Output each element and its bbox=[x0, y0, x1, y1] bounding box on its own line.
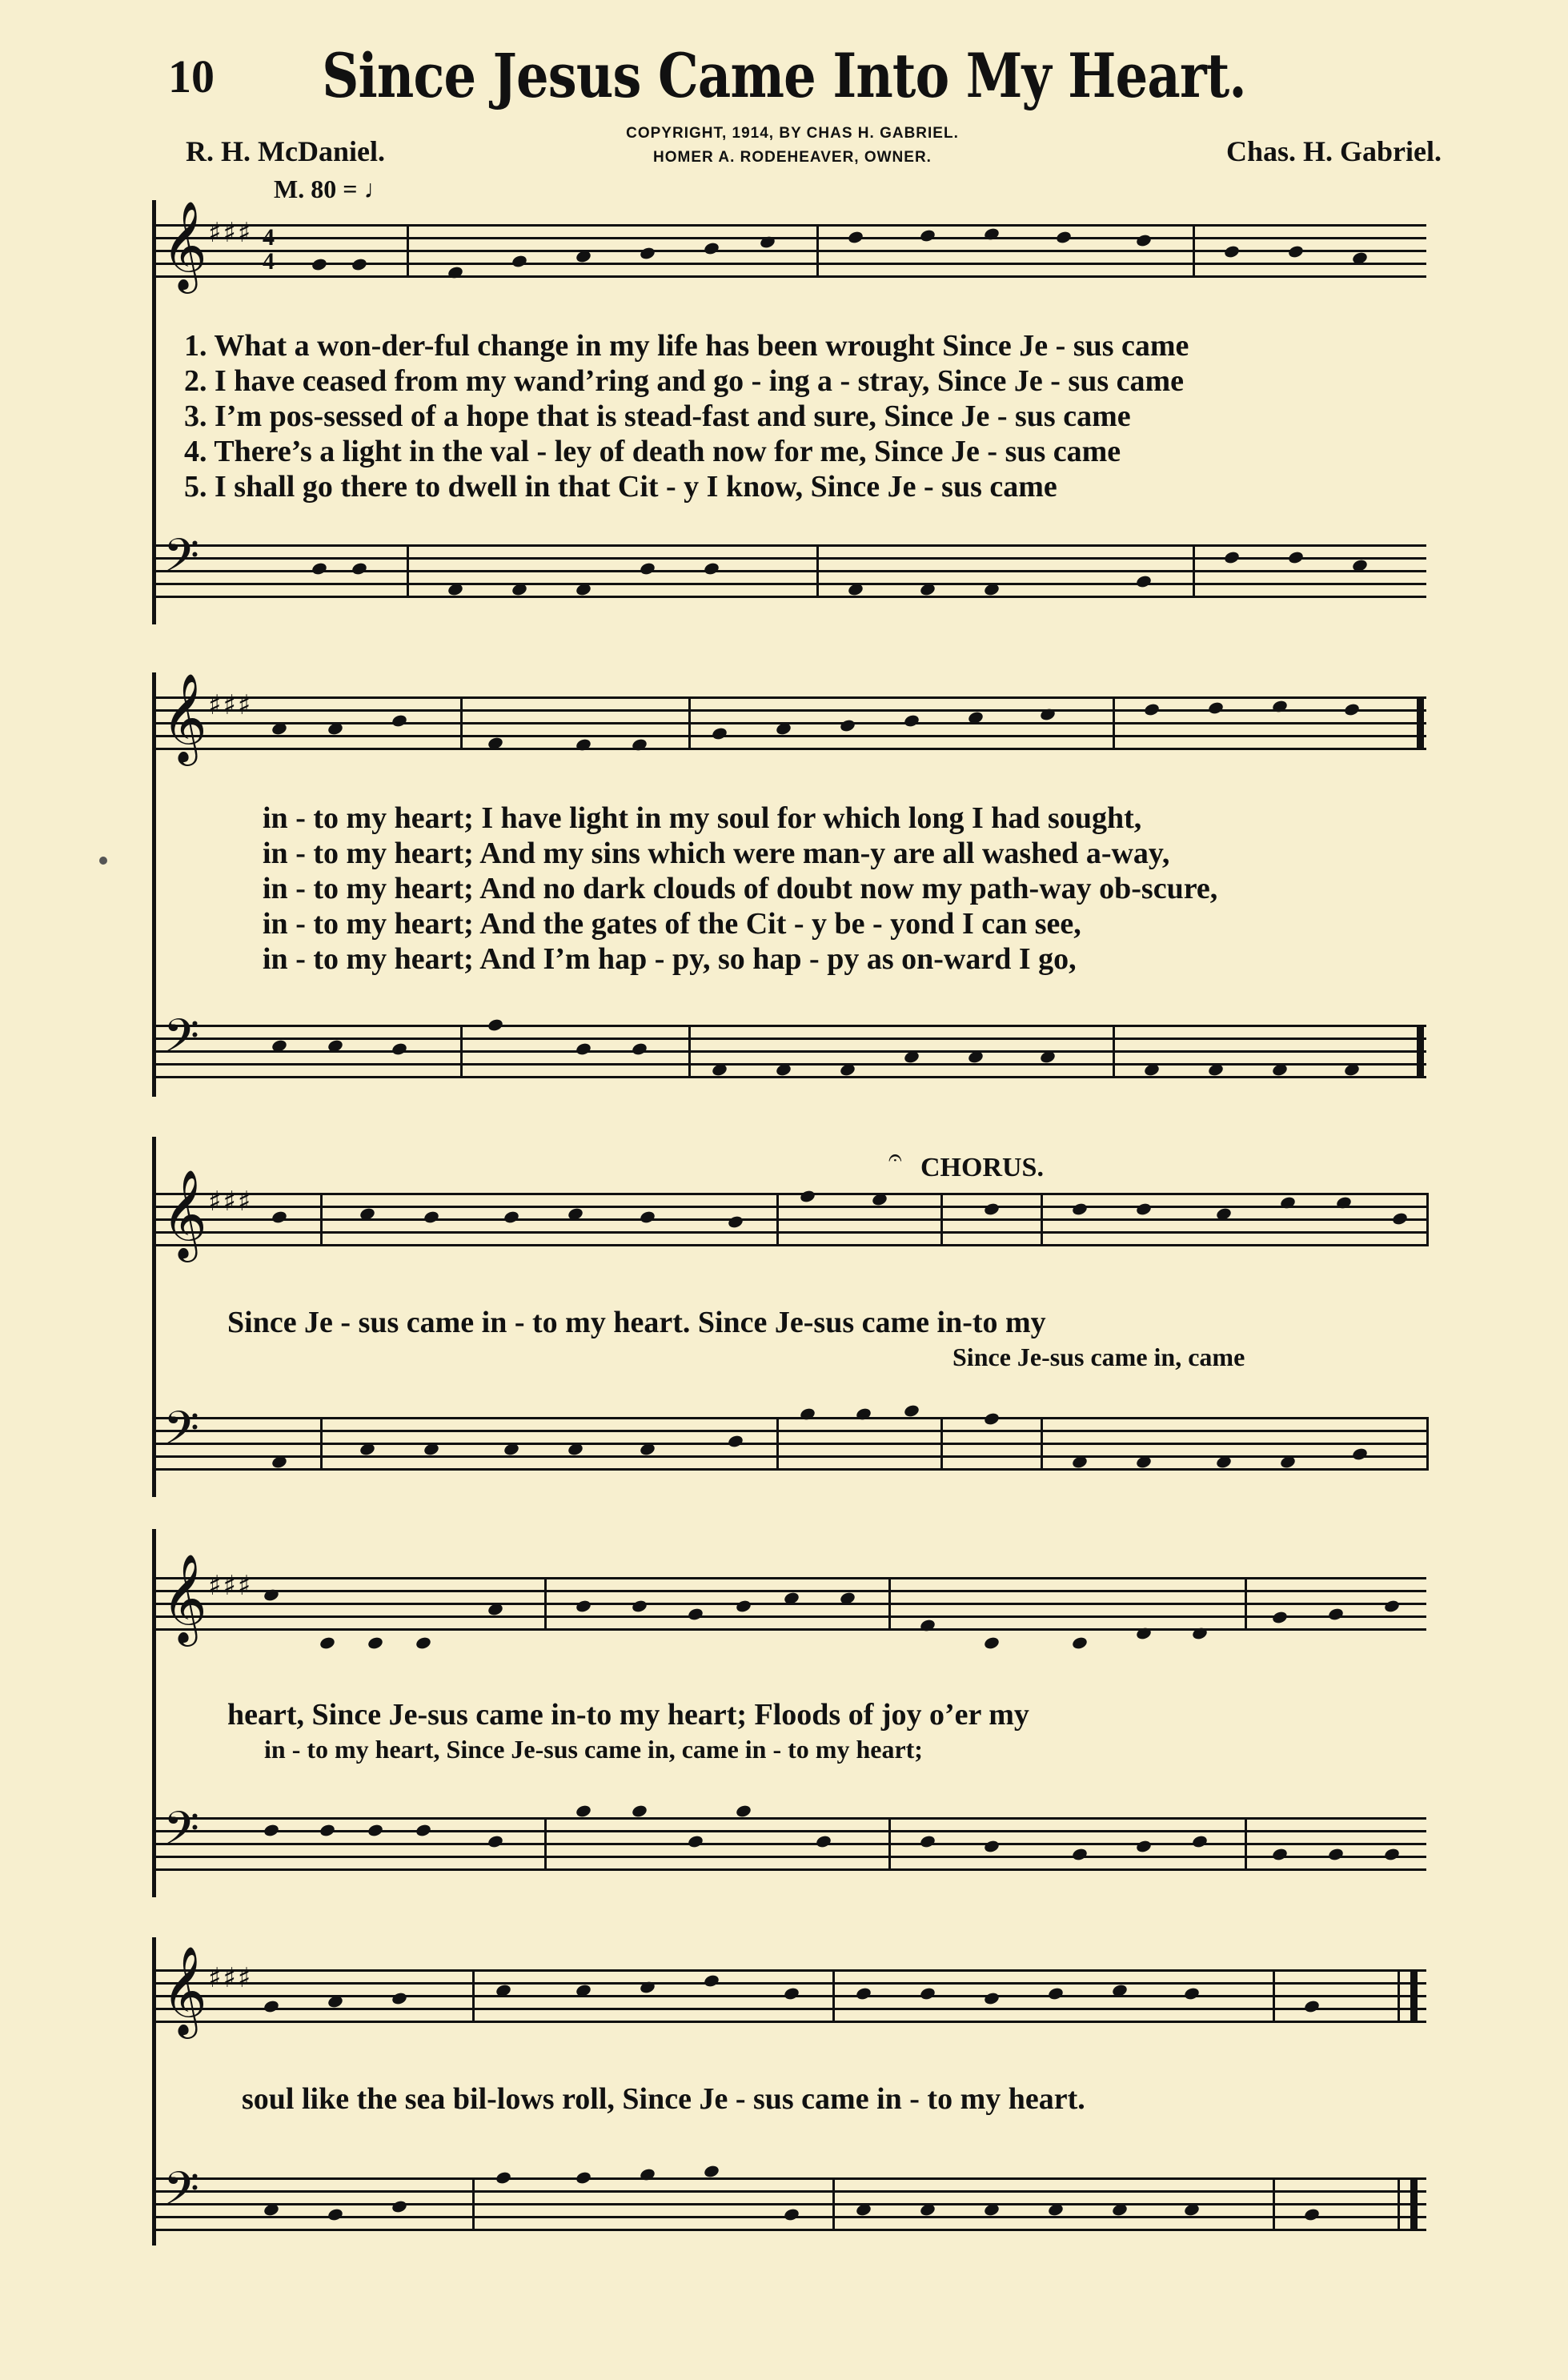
music-system-5 bbox=[152, 1937, 1426, 2274]
verse-2-lyric: 2. I have ceased from my wand’ring and go - ing a - stray, Since Je - sus came bbox=[184, 364, 1185, 398]
fermata-icon: 𝄐 bbox=[888, 1144, 902, 1172]
verse-3-lyric-cont: in - to my heart; And no dark clouds of doubt now my path-way ob-scure, bbox=[263, 872, 1218, 905]
key-signature: ♯♯♯ bbox=[208, 217, 253, 249]
bass-staff bbox=[152, 1801, 1426, 1868]
music-system-1 bbox=[152, 200, 1426, 664]
chorus-lyric-2: heart, Since Je-sus came in-to my heart; Floods of joy o’er my bbox=[227, 1698, 1029, 1732]
key-signature: ♯♯♯ bbox=[208, 1570, 253, 1602]
chorus-alto-lyric-1: Since Je-sus came in, came bbox=[952, 1343, 1245, 1371]
key-signature: ♯♯♯ bbox=[208, 1962, 253, 1994]
composer-credit: Chas. H. Gabriel. bbox=[1225, 135, 1442, 167]
chorus-lyric-3: soul like the sea bil-lows roll, Since Je - sus came in - to my heart. bbox=[242, 2082, 1085, 2116]
chorus-alto-lyric-2: in - to my heart, Since Je-sus came in, came in - to my heart; bbox=[264, 1735, 923, 1764]
copyright-notice bbox=[560, 122, 1025, 170]
copyright-line-1: COPYRIGHT, 1914, BY CHAS H. GABRIEL. bbox=[626, 125, 959, 142]
bass-staff bbox=[152, 1401, 1426, 1468]
treble-clef-icon: 𝄞 bbox=[162, 1945, 207, 2035]
treble-clef-icon: 𝄞 bbox=[162, 672, 207, 762]
treble-staff bbox=[152, 1169, 1426, 1258]
verse-4-lyric-cont: in - to my heart; And the gates of the Cit - y be - yond I can see, bbox=[263, 907, 1081, 941]
tempo-marking: M. 80 = ♩ bbox=[274, 175, 390, 203]
key-signature: ♯♯♯ bbox=[208, 689, 253, 721]
treble-staff bbox=[152, 1945, 1426, 2035]
time-signature: 4 4 bbox=[263, 224, 275, 275]
section-end-bar bbox=[1417, 696, 1424, 750]
verse-5-lyric-cont: in - to my heart; And I’m hap - py, so hap - py as on-ward I go, bbox=[263, 942, 1077, 976]
bass-clef-icon: 𝄢 bbox=[163, 1801, 200, 1867]
key-signature: ♯♯♯ bbox=[208, 1186, 253, 1218]
lyricist-credit: R. H. McDaniel. bbox=[186, 135, 385, 167]
verse-2-lyric-cont: in - to my heart; And my sins which were man-y are all washed a-way, bbox=[263, 837, 1170, 870]
hymn-title: Since Jesus Came Into My Heart. bbox=[322, 40, 1246, 111]
music-system-4 bbox=[152, 1529, 1426, 1913]
bass-staff bbox=[152, 528, 1426, 596]
bass-staff bbox=[152, 1009, 1426, 1076]
bass-clef-icon: 𝄢 bbox=[163, 1401, 200, 1467]
bass-staff bbox=[152, 2161, 1426, 2229]
verse-3-lyric: 3. I’m pos-sessed of a hope that is stead-fast and sure, Since Je - sus came bbox=[184, 399, 1131, 433]
treble-clef-icon: 𝄞 bbox=[162, 1553, 207, 1643]
music-system-3 bbox=[152, 1137, 1426, 1513]
treble-staff bbox=[152, 200, 1426, 290]
page-number: 10 bbox=[168, 50, 215, 102]
print-speck bbox=[99, 857, 107, 865]
bass-clef-icon: 𝄢 bbox=[163, 528, 200, 594]
verse-1-lyric: 1. What a won-der-ful change in my life has been wrought Since Je - sus came bbox=[184, 329, 1189, 363]
copyright-line-2: HOMER A. RODEHEAVER, OWNER. bbox=[653, 149, 932, 166]
bass-clef-icon: 𝄢 bbox=[163, 2161, 200, 2227]
treble-staff bbox=[152, 672, 1426, 762]
bass-clef-icon: 𝄢 bbox=[163, 1009, 200, 1074]
treble-staff bbox=[152, 1553, 1426, 1643]
chorus-label: CHORUS. bbox=[920, 1153, 1044, 1182]
verse-5-lyric: 5. I shall go there to dwell in that Cit - y I know, Since Je - sus came bbox=[184, 470, 1057, 504]
treble-clef-icon: 𝄞 bbox=[162, 1169, 207, 1258]
verse-1-lyric-cont: in - to my heart; I have light in my soul for which long I had sought, bbox=[263, 801, 1142, 835]
verse-4-lyric: 4. There’s a light in the val - ley of death now for me, Since Je - sus came bbox=[184, 435, 1121, 468]
music-system-2 bbox=[152, 672, 1426, 1121]
final-double-bar bbox=[1410, 1969, 1418, 2023]
chorus-lyric-1: Since Je - sus came in - to my heart. Since Je-sus came in-to my bbox=[227, 1306, 1046, 1339]
treble-clef-icon: 𝄞 bbox=[162, 200, 207, 290]
